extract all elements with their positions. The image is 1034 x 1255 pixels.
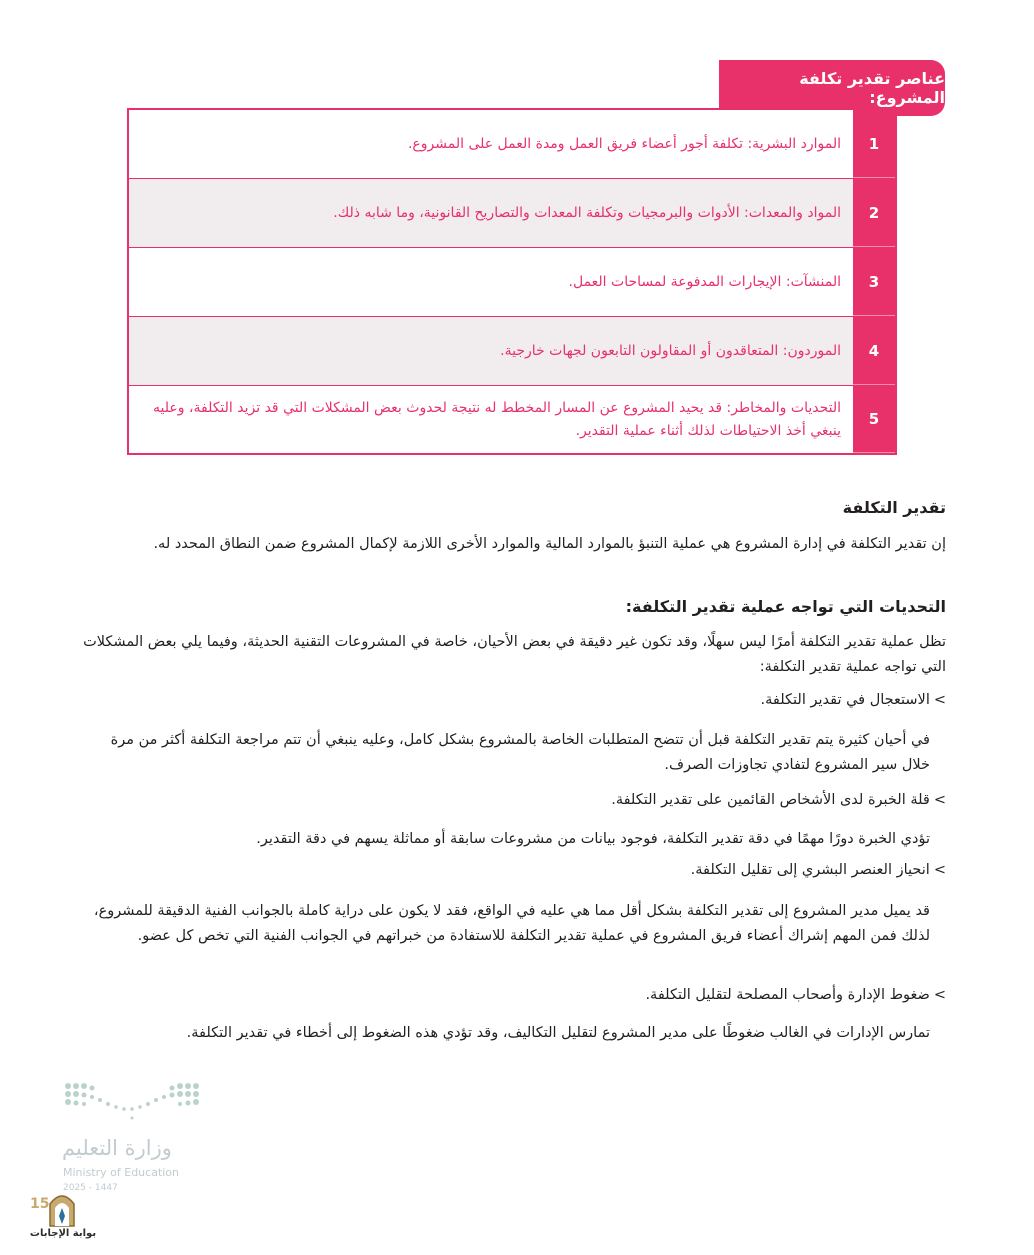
row-number: 3 xyxy=(853,248,895,316)
row-number: 4 xyxy=(853,317,895,385)
challenges-intro: تظل عملية تقدير التكلفة أمرًا ليس سهلًا، وقد تكون غير دقيقة في بعض الأحيان، خاصة في المشروعات التقنية الحديثة، وفيما يلي بعض المشكلات التي تواجه عملية تقدير التكلفة: xyxy=(83,634,946,675)
challenge-title-text: انحياز العنصر البشري إلى تقليل التكلفة. xyxy=(690,862,930,878)
challenges-heading: التحديات التي تواجه عملية تقدير التكلفة: xyxy=(625,597,946,616)
bullet-mark: > xyxy=(933,792,946,808)
bullet-mark: > xyxy=(933,987,946,1003)
row-number: 2 xyxy=(853,179,895,247)
table-row xyxy=(129,317,895,386)
box-title: عناصر تقدير تكلفة المشروع: xyxy=(719,60,945,116)
ministry-logo-dots-icon xyxy=(60,1078,210,1138)
cost-heading: تقدير التكلفة xyxy=(842,498,946,517)
challenge-title xyxy=(78,987,946,1003)
cost-definition: إن تقدير التكلفة في إدارة المشروع هي عملية التنبؤ بالموارد المالية والموارد الأخرى اللازمة لإكمال المشروع ضمن النطاق المحدد له. xyxy=(153,536,946,552)
bullet-mark: > xyxy=(933,862,946,878)
challenge-title-text: ضغوط الإدارة وأصحاب المصلحة لتقليل التكلفة. xyxy=(645,987,930,1003)
site-label: بوابة الإجابات xyxy=(29,1228,97,1239)
challenge-title xyxy=(78,862,946,878)
table-row xyxy=(129,248,895,317)
bullet-mark: > xyxy=(933,692,946,708)
challenge-title-text: الاستعجال في تقدير التكلفة. xyxy=(760,692,930,708)
logo-arabic-text: وزارة التعليم xyxy=(62,1136,172,1160)
table-row xyxy=(129,110,895,179)
table-row xyxy=(129,386,895,453)
row-number: 1 xyxy=(853,110,895,178)
logo-year-text: 2025 - 1447 xyxy=(63,1183,118,1193)
logo-english-text: Ministry of Education xyxy=(63,1166,180,1179)
challenge-title xyxy=(78,692,946,708)
challenge-body: تمارس الإدارات في الغالب ضغوطًا على مدير المشروع لتقليل التكاليف، وقد تؤدي هذه الضغوط إلى أخطاء في تقدير التكلفة. xyxy=(186,1025,930,1041)
challenge-body: في أحيان كثيرة يتم تقدير التكلفة قبل أن تتضح المتطلبات الخاصة بالمشروع بشكل كامل، وعليه ينبغي أن تتم مراجعة التكلفة أكثر من مرة خلال سير المشروع لتفادي تجاوزات الصرف. xyxy=(110,732,930,773)
page-number: 15 xyxy=(30,1196,50,1212)
challenge-body: قد يميل مدير المشروع إلى تقدير التكلفة بشكل أقل مما هي عليه في الواقع، فقد لا يكون على دراية كاملة بالجوانب الفنية الدقيقة للمشروع، لذلك فمن المهم إشراك أعضاء فريق المشروع في عملية تقدير التكلفة للاستفادة من خبراتهم في الجوانب الفنية التي تخص كل عضو. xyxy=(93,903,930,944)
challenge-title-text: قلة الخبرة لدى الأشخاص القائمين على تقدير التكلفة. xyxy=(611,792,930,808)
row-text: التحديات والمخاطر: قد يحيد المشروع عن المسار المخطط له نتيجة لحدوث بعض المشكلات التي قد تزيد التكلفة، وعليه ينبغي أخذ الاحتياطات لذلك أثناء عملية التقدير. xyxy=(153,399,841,439)
cost-elements-table xyxy=(127,108,897,455)
row-text: المواد والمعدات: الأدوات والبرمجيات وتكلفة المعدات والتصاريح القانونية، وما شابه ذلك. xyxy=(333,204,841,221)
row-text: الموارد البشرية: تكلفة أجور أعضاء فريق العمل ومدة العمل على المشروع. xyxy=(407,135,841,152)
row-text: المنشآت: الإيجارات المدفوعة لمساحات العمل. xyxy=(568,273,841,290)
row-text: الموردون: المتعاقدون أو المقاولون التابعون لجهات خارجية. xyxy=(500,342,841,359)
row-number: 5 xyxy=(853,386,895,453)
challenge-title xyxy=(78,792,946,808)
challenge-body: تؤدي الخبرة دورًا مهمًا في دقة تقدير التكلفة، فوجود بيانات من مشروعات سابقة أو مماثلة يسهم في دقة التقدير. xyxy=(256,831,930,847)
table-row xyxy=(129,179,895,248)
